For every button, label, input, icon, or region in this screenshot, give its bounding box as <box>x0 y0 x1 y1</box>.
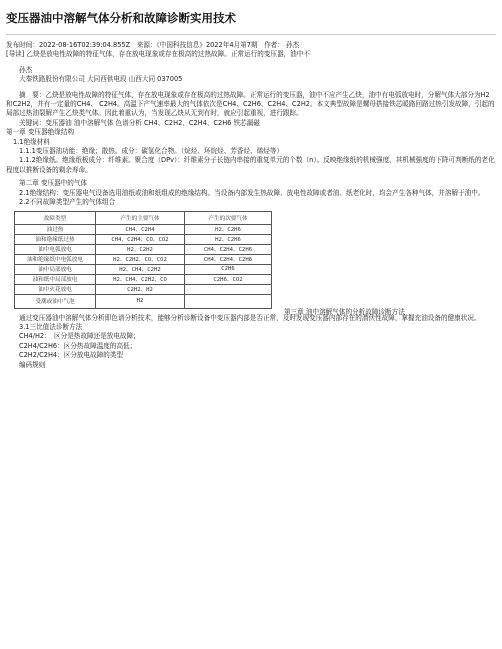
table-cell: C2H6 <box>185 264 272 274</box>
table-row <box>15 294 272 308</box>
table-cell: H2、CH4、C2H2、CO <box>96 274 185 284</box>
table-cell: 油过热 <box>15 224 96 234</box>
table-row <box>15 274 272 284</box>
author-org: 大秦铁路股份有限公司 大同西供电段 山西大同 037005 <box>19 75 183 84</box>
table-row <box>15 244 272 254</box>
table-row <box>15 254 272 264</box>
table-cell: 油和纸中局部放电 <box>15 274 96 284</box>
table-cell: 油中局部放电 <box>15 264 96 274</box>
table-row <box>15 284 272 294</box>
section-2-2: 2.2不同故障类型产生的气体组合 <box>19 198 116 207</box>
table-cell <box>185 284 272 294</box>
table-cell: H2、C2H2 <box>96 244 185 254</box>
table-cell: 受潮或油中气泡 <box>15 294 96 308</box>
table-cell: H2 <box>96 294 185 308</box>
table-cell: H2、CH4、C2H2 <box>96 264 185 274</box>
ratio-c2h2-c2h4: C2H2/C2H4：区分放电故障的类型 <box>19 351 124 360</box>
table-header: 故障类型 <box>15 211 96 224</box>
table-cell: H2、C2H6 <box>185 234 272 244</box>
publish-meta: 发布时间：2022-08-16T02:39:04.855Z 来源：《中国科技信息》2022年4月第7期 作者： 孙杰 <box>6 41 300 49</box>
chapter-2-heading: 第二章 变压器中的气体 <box>19 179 88 188</box>
ratio-c2h4-c2h6: C2H4/C2H6：区分热故障温度的高低； <box>19 341 137 350</box>
encoding-rules: 编码规则 <box>19 360 46 369</box>
table-cell <box>185 294 272 308</box>
keywords: 关键词：变压器油 油中溶解气体 色谱分析 CH4、C2H2、C2H4、C2H6 铁芯漏磁 <box>19 118 260 127</box>
table-header: 产生的主要气体 <box>96 211 185 224</box>
table-cell: H2、C2H2、CO、CO2 <box>96 254 185 264</box>
article-title: 变压器油中溶解气体分析和故障诊断实用技术 <box>6 11 236 25</box>
section-1-1-2: 1.1.2绝缘纸。绝缘纸板成分：纤维素。聚合度（DPv）：纤维素分子长链内串接的重复单元的个数（n）。反映绝缘纸的机械强度，其机械强度的下降可判断纸的老化程度以推断设备的剩余寿命。 <box>6 156 495 174</box>
table-cell: CH4、C2H4 <box>96 224 185 234</box>
abstract: 摘 要：乙炔是放电性故障的特征气体，存在放电现象或存在极高的过热故障。正常运行的变压器，油中不应产生乙炔，油中有电弧放电时，分解气体大部分为H2和C2H2，并有一定量的CH4、 C2H4。高温下产气速率最大的气体依次是CH4、C2H6、C2H4、C2H2。本文典型故障是螺母搭接铁芯暖路回路过热引发故障，引起的局部过热油裂解产生乙炔类气体。因此着重认为，当发现乙炔从无到有时，就应引起重视，进行跟踪。 <box>6 90 495 118</box>
title-divider <box>6 34 496 35</box>
gas-combination-table <box>14 211 272 309</box>
author-name: 孙杰 <box>19 65 33 74</box>
chapter-1-heading: 第一章 变压器绝缘结构 <box>6 128 75 137</box>
guide-text: [导读] 乙炔是放电性故障的特征气体，存在放电现象或存在极高的过热故障。正常运行的变压器，油中不 <box>6 50 310 59</box>
table-row <box>15 264 272 274</box>
table-cell: CH4、C2H4、CO、CO2 <box>96 234 185 244</box>
table-cell: 油中火花放电 <box>15 284 96 294</box>
table-cell: CH4、C2H4、C2H6 <box>185 244 272 254</box>
section-2-1: 2.1绝缘结构：变压器电气设备选用油纸或油和纸组成的绝缘结构。当设备内部发生热故障、放电性故障或者油、纸老化时，均会产生各种气体，并溶解于油中。 <box>19 188 485 197</box>
table-cell: H2、C2H6 <box>185 224 272 234</box>
chapter-3-paragraph: 通过变压器油中溶解气体分析即色谱分析技术，能够分析诊断设备中变压器内部是否正常，及时发现变压器内部存在的潜伏性故障，掌握充油设备的健康状况。 <box>19 313 481 322</box>
table-header: 产生的次要气体 <box>185 211 272 224</box>
table-cell: 油和绝缘纸过热 <box>15 234 96 244</box>
gas-table-block <box>6 211 496 316</box>
table-cell: C2H6、CO2 <box>185 274 272 284</box>
table-row <box>15 234 272 244</box>
table-cell: 油中电弧放电 <box>15 244 96 254</box>
table-row <box>15 224 272 234</box>
ratio-ch4-h2: CH4/H2： 区分是热故障还是放电故障； <box>19 332 140 341</box>
table-cell: C2H2、H2 <box>96 284 185 294</box>
table-cell: 油和绝缘纸中电弧放电 <box>15 254 96 264</box>
table-cell: CH4、C2H4、C2H6 <box>185 254 272 264</box>
table-header-row <box>15 211 272 224</box>
chapter-3-heading: 第三章 油中溶解气体的分析故障诊断方法 <box>284 307 405 316</box>
section-3-1: 3.1三比值法诊断方法 <box>19 322 83 331</box>
section-1-1: 1.1绝缘材料 <box>13 137 50 146</box>
section-1-1-1: 1.1.1变压器油功能：绝缘；散热。成分：碳氢化合物。（烷烃、环烷烃、芳香烃、烯烃等） <box>19 147 284 156</box>
